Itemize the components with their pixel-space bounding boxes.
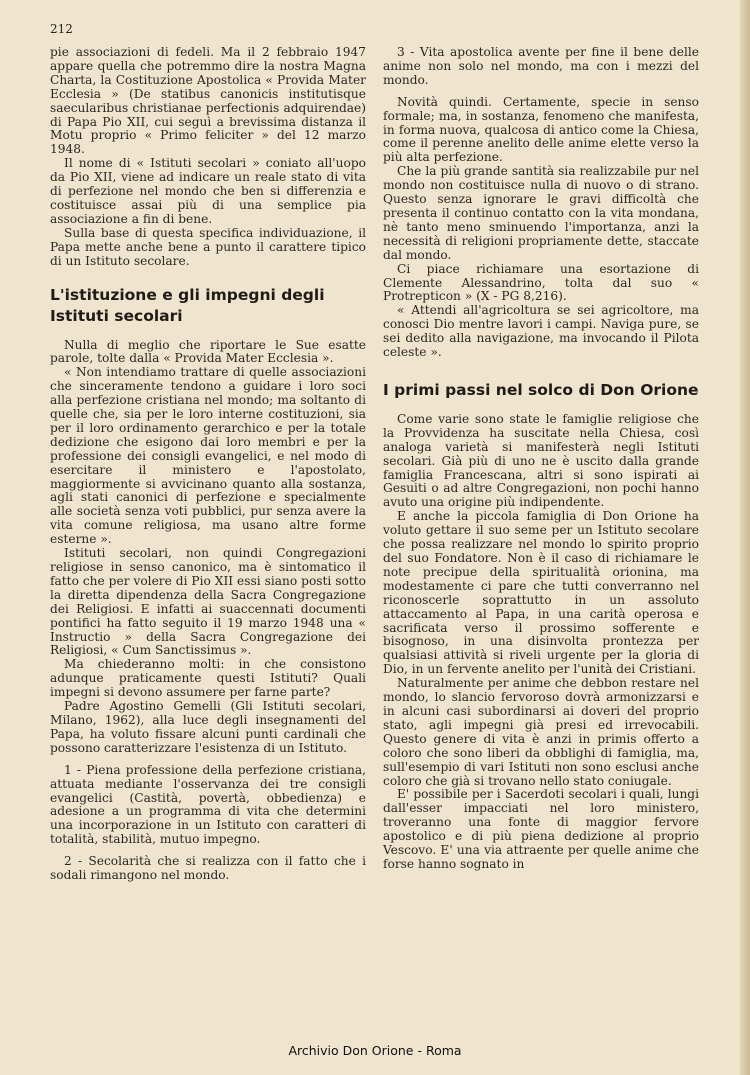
paragraph: Il nome di « Istituti secolari » coniato all'uopo da Pio XII, viene ad indicare un reale stato di vita di perfezione nel mondo che ben si differenzia e costituisce assai più di una semplice pia associazione a fin di bene. bbox=[50, 156, 366, 226]
section-heading: L'istituzione e gli impegni degli Istituti secolari bbox=[50, 285, 325, 325]
quote-paragraph: « Attendi all'agricoltura se sei agricoltore, ma conosci Dio mentre lavori i campi. Naviga pure, se sei dedito alla navigazione, ma invocando il Pilota celeste ». bbox=[383, 303, 699, 360]
paragraph: E anche la piccola famiglia di Don Orione ha voluto gettare il suo seme per un Istituto secolare che possa realizzare nel mondo lo spirito proprio del suo Fondatore. Non è il caso di richiamare le note precipue della spiritualità orionina, ma modestamente ci pare che tutti converranno nel riconoscerle soprattutto in un assoluto attaccamento al Papa, in una carità operosa e sacrificata verso il prossimo sofferente e bisognoso, in una disinvolta prontezza per qualsiasi attività si riveli urgente per la gloria di Dio, in un fervente anelito per l'unità dei Cristiani. bbox=[383, 509, 699, 677]
paragraph: Come varie sono state le famiglie religiose che la Provvidenza ha suscitate nella Chiesa, così analoga varietà si manifesterà negli Istituti secolari. Già più di uno ne è uscito dalla grande famiglia Francescana, altri si sono ispirati ai Gesuiti o ad altre Congregazioni, non pochi hanno avuto una origine più indipendente. bbox=[383, 411, 699, 510]
page-number: 212 bbox=[50, 22, 73, 36]
paragraph: pie associazioni di fedeli. Ma il 2 febbraio 1947 appare quella che potremmo dire la nostra Magna Charta, la Costituzione Apostolica « Provida Mater Ecclesia » (De statibus canonicis institutisque saecularibus christianae perfectionis adquirendae) di Papa Pio XII, cui seguì a brevissima distanza il Motu proprio « Primo feliciter » del 12 marzo 1948. bbox=[50, 45, 366, 157]
paragraph: Nulla di meglio che riportare le Sue esatte parole, tolte dalla « Provida Mater Ecclesia ». bbox=[50, 337, 366, 366]
list-item: 2 - Secolarità che si realizza con il fatto che i sodali rimangono nel mondo. bbox=[50, 854, 366, 883]
paragraph: E' possibile per i Sacerdoti secolari i quali, lungi dall'esser impacciati nel loro ministero, troveranno una fonte di maggior fervore apostolico e di più piena dedizione al proprio Vescovo. E' una via attraente per quelle anime che forse hanno sognato in bbox=[383, 787, 699, 871]
archive-footer: Archivio Don Orione - Roma bbox=[288, 1043, 462, 1058]
page-edge bbox=[740, 0, 750, 1075]
list-item: 3 - Vita apostolica avente per fine il bene delle anime non solo nel mondo, ma con i mezzi del mondo. bbox=[383, 45, 699, 87]
left-column bbox=[50, 46, 366, 883]
paragraph: Naturalmente per anime che debbon restare nel mondo, lo slancio fervoroso dovrà armonizzarsi e in alcuni casi subordinarsi ai doveri del proprio stato, agli impegni già presi ed irrevocabili. Questo genere di vita è anzi in primis offerto a coloro che sono liberi da obblighi di famiglia, ma, sull'esempio di vari Istituti non sono esclusi anche coloro che già si trovano nello stato coniugale. bbox=[383, 676, 699, 788]
paragraph: Ci piace richiamare una esortazione di Clemente Alessandrino, tolta dal suo « Protrepticon » (X - PG 8,216). bbox=[383, 261, 699, 304]
quote-paragraph: « Non intendiamo trattare di quelle associazioni che sinceramente tendono a guidare i loro soci alla perfezione cristiana nel mondo; ma soltanto di quelle che, sia per le loro interne costituzioni, sia per il loro ordinamento gerarchico e per la totale dedizione che esigono dai loro membri e per la professione dei consigli evangelici, e nel modo di esercitare il ministero e l'apostolato, maggiormente si avvicinano quanto alla sostanza, agli stati canonici di perfezione e specialmente alle società senza voti pubblici, pur senza avere la vita comune religiosa, ma usano altre forme esterne ». bbox=[50, 365, 366, 547]
paragraph: Padre Agostino Gemelli (Gli Istituti secolari, Milano, 1962), alla luce degli insegnamenti del Papa, ha voluto fissare alcuni punti cardinali che possono caratterizzare l'esistenza di un Istituto. bbox=[50, 699, 366, 755]
list-item: 1 - Piena professione della perfezione cristiana, attuata mediante l'osservanza dei tre consigli evangelici (Castità, povertà, obbedienza) e adesione a un programma di vita che determini una incorporazione in un Istituto con caratteri di totalità, stabilità, mutuo impegno. bbox=[50, 762, 366, 847]
section-heading: I primi passi nel solco di Don Orione bbox=[383, 380, 699, 399]
paragraph: Sulla base di questa specifica individuazione, il Papa mette anche bene a punto il carattere tipico di un Istituto secolare. bbox=[50, 225, 366, 268]
right-column bbox=[383, 46, 699, 872]
paragraph: Novità quindi. Certamente, specie in senso formale; ma, in sostanza, fenomeno che manifesta, in forma nuova, qualcosa di antico come la Chiesa, come il perenne anelito delle anime elette verso la più alta perfezione. bbox=[383, 94, 699, 165]
paragraph: Ma chiederanno molti: in che consistono adunque praticamente questi Istituti? Quali impegni si devono assumere per farne parte? bbox=[50, 657, 366, 700]
paragraph: Che la più grande santità sia realizzabile pur nel mondo non costituisce nulla di nuovo o di strano. Questo senza ignorare le gravi difficoltà che presenta il continuo contatto con la vita mondana, nè tanto meno sminuendo l'importanza, anzi la necessità di religioni propriamente dette, staccate dal mondo. bbox=[383, 164, 699, 262]
paragraph: Istituti secolari, non quindi Congregazioni religiose in senso canonico, ma è sintomatico il fatto che per volere di Pio XII essi siano posti sotto la diretta dipendenza della Sacra Congregazione dei Religiosi. E infatti ai suaccennati documenti pontifici ha fatto seguito il 19 marzo 1948 una « Instructio » della Sacra Congregazione dei Religiosi, « Cum Sanctissimus ». bbox=[50, 546, 366, 658]
